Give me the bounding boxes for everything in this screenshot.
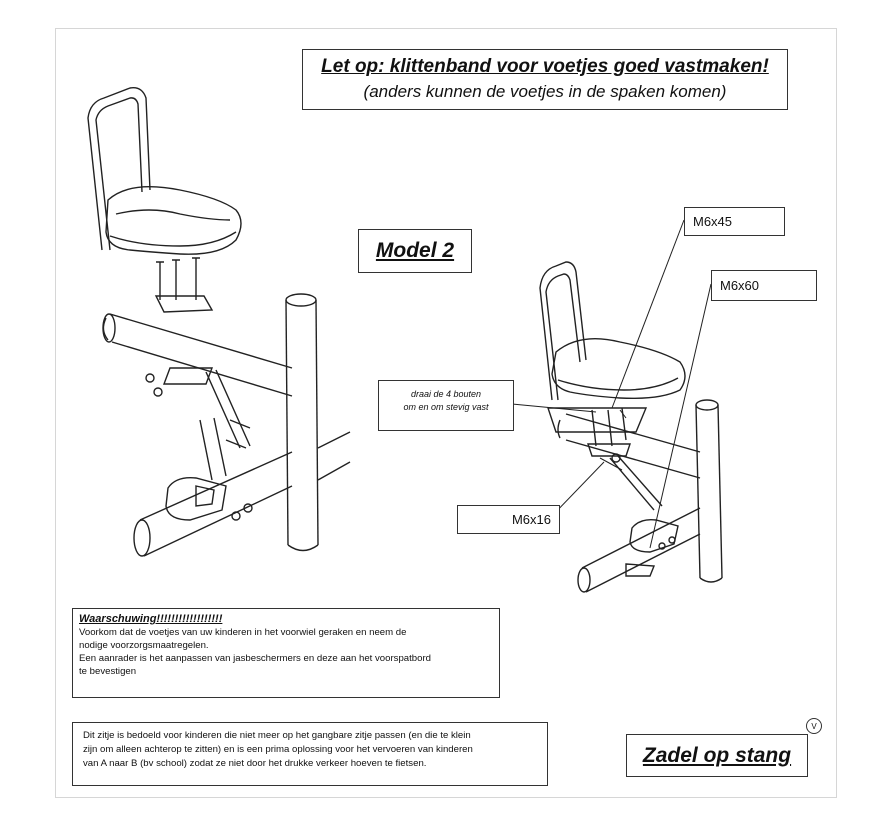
left-assembly-drawing xyxy=(88,88,350,556)
info-box xyxy=(72,722,548,786)
model-label: Model 2 xyxy=(358,229,472,273)
notice-line-2: (anders kunnen de voetjes in de spaken komen) xyxy=(363,82,727,101)
warning-line-2: nodige voorzorgsmaatregelen. xyxy=(79,640,209,651)
warning-line-3: Een aanrader is het aanpassen van jasbeschermers en deze aan het voorspatbord xyxy=(79,653,431,664)
draai-line-2: om en om stevig vast xyxy=(403,402,489,412)
right-assembly-drawing xyxy=(512,220,722,592)
callout-m6x60: M6x60 xyxy=(711,270,817,301)
warning-line-4: te bevestigen xyxy=(79,666,137,677)
warning-title: Waarschuwing!!!!!!!!!!!!!!!!!! xyxy=(79,613,223,625)
vastmaken-notice xyxy=(302,49,788,110)
product-label: Zadel op stang xyxy=(626,734,808,777)
warning-box xyxy=(72,608,500,698)
callout-m6x16: M6x16 xyxy=(457,505,560,534)
info-line-3: van A naar B (bv school) zodat ze niet door het drukke verkeer hoeven te fietsen. xyxy=(83,758,427,769)
callout-draai-bouten xyxy=(378,380,514,431)
version-mark: V xyxy=(806,718,822,734)
info-line-2: zijn om alleen achterop te zitten) en is een prima oplossing voor het vervoeren van kinderen xyxy=(83,744,473,755)
notice-line-1: Let op: klittenband voor voetjes goed vastmaken! xyxy=(321,56,769,77)
callout-m6x45: M6x45 xyxy=(684,207,785,236)
draai-line-1: draai de 4 bouten xyxy=(410,389,482,399)
info-line-1: Dit zitje is bedoeld voor kinderen die niet meer op het gangbare zitje passen (en die te klein xyxy=(83,730,471,741)
warning-line-1: Voorkom dat de voetjes van uw kinderen in het voorwiel geraken en neem de xyxy=(79,627,407,638)
